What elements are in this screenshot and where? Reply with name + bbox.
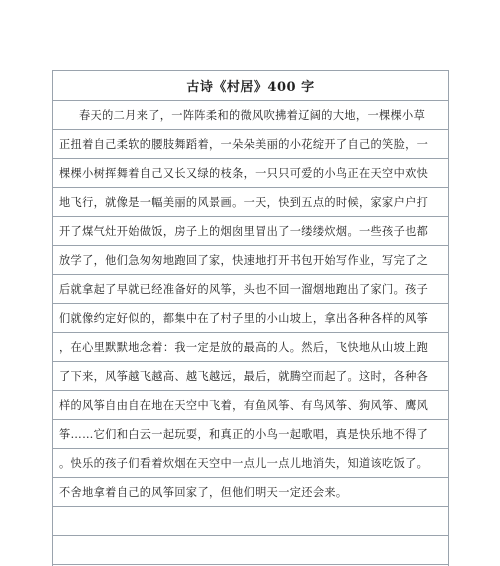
text-line: 筝……它们和白云一起玩耍，和真正的小鸟一起歌唱，真是快乐地不得了 [53,420,448,449]
text-line: 地飞行，就像是一幅美丽的风景画。一天，快到五点的时候，家家户户打 [53,188,448,217]
text-line: 不舍地拿着自己的风筝回家了，但他们明天一定还会来。 [53,478,448,507]
text-line: 样的风筝自由自在地在天空中飞着，有鱼风筝、有鸟风筝、狗风筝、鹰风 [53,391,448,420]
text-line: 了下来，风筝越飞越高、越飞越远，最后，就腾空而起了。这时，各种各 [53,362,448,391]
text-line: 正扭着自己柔软的腰肢舞蹈着，一朵朵美丽的小花绽开了自己的笑脸，一 [53,130,448,159]
text-line: 放学了，他们急匆匆地跑回了家，快速地打开书包开始写作业，写完了之 [53,246,448,275]
blank-line [53,536,448,565]
text-line: ，在心里默默地念着：我一定是放的最高的人。然后，飞快地从山坡上跑 [53,333,448,362]
essay-title: 古诗《村居》400 字 [53,71,448,101]
text-line: 后就拿起了早就已经准备好的风筝，头也不回一溜烟地跑出了家门。孩子 [53,275,448,304]
text-line: 棵棵小树挥舞着自己又长又绿的枝条，一只只可爱的小鸟正在天空中欢快 [53,159,448,188]
text-line: 春天的二月来了，一阵阵柔和的微风吹拂着辽阔的大地，一棵棵小草 [53,101,448,130]
text-line: 。快乐的孩子们看着炊烟在天空中一点儿一点儿地消失，知道该吃饭了。 [53,449,448,478]
lined-paper [52,70,449,566]
text-line: 开了煤气灶开始做饭，房子上的烟囱里冒出了一缕缕炊烟。一些孩子也都 [53,217,448,246]
blank-line [53,507,448,536]
text-line: 们就像约定好似的，都集中在了村子里的小山坡上，拿出各种各样的风筝 [53,304,448,333]
